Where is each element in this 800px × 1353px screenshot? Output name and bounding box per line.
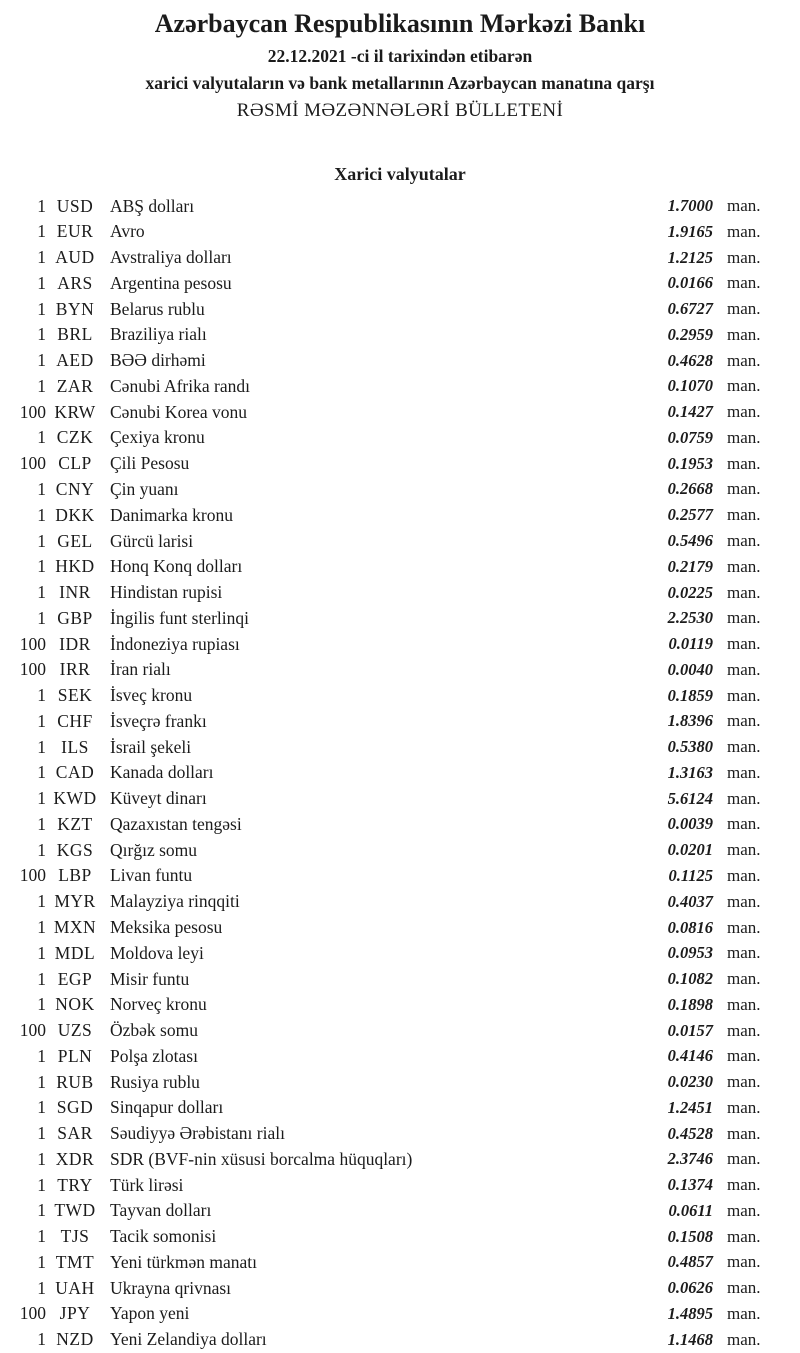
currency-unit-label: man. <box>727 711 761 731</box>
currency-code: ARS <box>57 272 93 293</box>
currency-unit-label: man. <box>727 737 761 757</box>
currency-code: MYR <box>54 891 96 912</box>
currency-code: SEK <box>57 685 93 706</box>
currency-name: Misir funtu <box>110 968 190 989</box>
nominal-value: 1 <box>37 1251 46 1272</box>
nominal-value: 1 <box>37 1045 46 1066</box>
nominal-value: 1 <box>37 891 46 912</box>
currency-code: EGP <box>57 968 93 989</box>
nominal-value: 1 <box>37 221 46 242</box>
exchange-rate: 1.3163 <box>667 762 713 782</box>
exchange-rate: 0.4037 <box>667 891 713 911</box>
nominal-value: 1 <box>37 582 46 603</box>
table-row <box>0 270 777 296</box>
currency-name: Çexiya kronu <box>110 427 205 448</box>
exchange-rate: 0.4528 <box>667 1123 713 1143</box>
nominal-value: 1 <box>37 530 46 551</box>
exchange-rate: 0.6727 <box>667 299 713 319</box>
exchange-rate: 0.0157 <box>667 1020 713 1040</box>
table-row <box>0 374 777 400</box>
exchange-rate: 0.4628 <box>667 350 713 370</box>
exchange-rate: 0.1125 <box>668 865 713 885</box>
nominal-value: 1 <box>37 917 46 937</box>
table-row <box>0 1043 777 1069</box>
currency-name: Argentina pesosu <box>110 272 232 293</box>
currency-unit-label: man. <box>727 840 761 860</box>
nominal-value: 1 <box>37 1097 46 1118</box>
exchange-rate: 0.2668 <box>667 479 713 499</box>
currency-name: Gürcü larisi <box>110 530 194 551</box>
exchange-rate: 2.2530 <box>667 608 713 628</box>
currency-unit-label: man. <box>727 1200 761 1220</box>
currency-unit-label: man. <box>727 1123 761 1143</box>
currency-unit-label: man. <box>727 891 761 911</box>
currency-name: Kanada dolları <box>110 762 214 783</box>
bank-title: Azərbaycan Respublikasının Mərkəzi Bankı <box>154 9 646 38</box>
currency-unit-label: man. <box>727 634 761 654</box>
exchange-rate: 1.1468 <box>667 1329 713 1349</box>
currency-unit-label: man. <box>727 762 761 782</box>
table-row <box>0 1172 777 1198</box>
exchange-rate: 0.0040 <box>667 659 713 679</box>
currency-unit-label: man. <box>727 814 761 834</box>
nominal-value: 1 <box>37 813 46 834</box>
currency-code: RUB <box>56 1071 94 1092</box>
nominal-value: 1 <box>37 298 46 319</box>
nominal-value: 1 <box>37 839 46 860</box>
nominal-value: 1 <box>37 556 46 577</box>
exchange-rate: 0.1953 <box>667 453 713 473</box>
exchange-rate: 0.5380 <box>667 737 713 757</box>
table-row <box>0 734 777 760</box>
currency-code: LBP <box>58 865 92 886</box>
currency-code: TWD <box>54 1200 96 1221</box>
currency-code: UAH <box>55 1277 95 1298</box>
currency-code: XDR <box>55 1148 95 1169</box>
currency-unit-label: man. <box>727 453 761 473</box>
exchange-rate: 0.2179 <box>667 556 713 576</box>
currency-name: Küveyt dinarı <box>110 788 207 809</box>
table-row <box>0 1250 777 1276</box>
currency-code: CAD <box>55 762 95 783</box>
nominal-value: 1 <box>37 994 46 1015</box>
table-row <box>0 709 777 735</box>
table-row <box>0 425 777 451</box>
table-row <box>0 1198 777 1224</box>
table-row <box>0 966 777 992</box>
currency-code: MDL <box>54 942 96 963</box>
table-row <box>0 580 777 606</box>
currency-unit-label: man. <box>727 299 761 319</box>
currency-name: Cənubi Afrika randı <box>110 375 250 396</box>
exchange-rate: 2.3746 <box>667 1149 713 1169</box>
exchange-rate: 0.0230 <box>667 1072 713 1092</box>
currency-code: ILS <box>61 736 89 757</box>
nominal-value: 100 <box>19 633 46 654</box>
currency-unit-label: man. <box>727 582 761 602</box>
exchange-rate: 0.2577 <box>667 505 713 525</box>
currency-code: BRL <box>57 324 93 345</box>
currency-code: INR <box>59 582 91 603</box>
nominal-value: 1 <box>37 1148 46 1169</box>
currency-unit-label: man. <box>727 324 761 344</box>
currency-code: CHF <box>57 710 93 731</box>
table-row <box>0 477 777 503</box>
exchange-rate: 0.1082 <box>667 969 713 989</box>
currency-unit-label: man. <box>727 247 761 267</box>
table-row <box>0 219 777 245</box>
currency-name: İsrail şekeli <box>110 736 192 757</box>
currency-unit-label: man. <box>727 1072 761 1092</box>
currency-unit-label: man. <box>727 402 761 422</box>
currency-name: Yapon yeni <box>110 1303 190 1324</box>
currency-name: Çili Pesosu <box>110 453 190 474</box>
table-row <box>0 1275 777 1301</box>
nominal-value: 1 <box>37 736 46 757</box>
currency-name: İran rialı <box>110 659 171 680</box>
currency-unit-label: man. <box>727 943 761 963</box>
currency-code: KZT <box>57 813 93 834</box>
nominal-value: 1 <box>37 1123 46 1144</box>
exchange-rate: 1.2451 <box>667 1097 713 1117</box>
exchange-rate: 0.4146 <box>667 1046 713 1066</box>
currency-unit-label: man. <box>727 1252 761 1272</box>
currency-unit-label: man. <box>727 969 761 989</box>
table-row <box>0 245 777 271</box>
currency-code: UZS <box>57 1020 93 1041</box>
exchange-rate: 0.1374 <box>667 1175 713 1195</box>
table-row <box>0 554 777 580</box>
exchange-rate: 0.1859 <box>667 685 713 705</box>
currency-name: BƏƏ dirhəmi <box>110 350 206 371</box>
currency-table <box>0 193 800 1352</box>
exchange-rate: 0.0201 <box>667 840 713 860</box>
currency-code: IDR <box>59 633 91 654</box>
nominal-value: 1 <box>37 942 46 963</box>
table-row <box>0 451 777 477</box>
currency-code: NZD <box>56 1329 94 1350</box>
currency-unit-label: man. <box>727 196 761 216</box>
currency-code: KGS <box>56 839 94 860</box>
exchange-rate: 0.5496 <box>667 531 713 551</box>
table-row <box>0 1121 777 1147</box>
currency-name: Cənubi Korea vonu <box>110 401 248 422</box>
exchange-rate: 1.9165 <box>667 221 713 241</box>
table-row <box>0 683 777 709</box>
nominal-value: 1 <box>37 1277 46 1298</box>
nominal-value: 1 <box>37 375 46 396</box>
currency-unit-label: man. <box>727 273 761 293</box>
currency-unit-label: man. <box>727 1149 761 1169</box>
nominal-value: 1 <box>37 324 46 345</box>
table-row <box>0 1018 777 1044</box>
currency-name: SDR (BVF-nin xüsusi borcalma hüquqları) <box>110 1148 413 1169</box>
exchange-rate: 0.0626 <box>667 1278 713 1298</box>
currency-unit-label: man. <box>727 350 761 370</box>
currency-unit-label: man. <box>727 427 761 447</box>
nominal-value: 1 <box>37 427 46 448</box>
currency-code: KWD <box>53 788 97 809</box>
table-row <box>0 992 777 1018</box>
exchange-rate: 0.1427 <box>667 402 713 422</box>
currency-name: Ukrayna qrivnası <box>110 1277 232 1298</box>
nominal-value: 1 <box>37 968 46 989</box>
table-row <box>0 1327 777 1353</box>
currency-unit-label: man. <box>727 505 761 525</box>
exchange-rate: 0.0119 <box>668 634 713 654</box>
bulletin-title: RƏSMİ MƏZƏNNƏLƏRİ BÜLLETENİ <box>236 99 564 121</box>
currency-code: GBP <box>57 607 93 628</box>
currency-code: TJS <box>60 1226 90 1247</box>
currency-unit-label: man. <box>727 1226 761 1246</box>
exchange-rate: 1.4895 <box>667 1303 713 1323</box>
currency-code: MXN <box>53 917 97 937</box>
currency-name: Norveç kronu <box>110 994 207 1015</box>
table-row <box>0 605 777 631</box>
currency-code: AUD <box>55 247 95 268</box>
currency-name: Yeni türkmən manatı <box>110 1251 257 1272</box>
currency-name: Çin yuanı <box>110 478 179 499</box>
currency-name: Avro <box>110 221 145 242</box>
currency-unit-label: man. <box>727 1175 761 1195</box>
nominal-value: 1 <box>37 762 46 783</box>
currency-name: Özbək somu <box>110 1020 198 1041</box>
currency-name: Livan funtu <box>110 865 193 886</box>
table-row <box>0 322 777 348</box>
currency-unit-label: man. <box>727 1329 761 1349</box>
exchange-rate: 0.1898 <box>667 994 713 1014</box>
currency-unit-label: man. <box>727 659 761 679</box>
table-row <box>0 657 777 683</box>
currency-name: Malayziya rinqqiti <box>110 891 240 912</box>
nominal-value: 1 <box>37 195 46 216</box>
nominal-value: 1 <box>37 1226 46 1247</box>
currency-unit-label: man. <box>727 865 761 885</box>
table-row <box>0 1069 777 1095</box>
exchange-rate: 1.2125 <box>667 247 713 267</box>
currency-unit-label: man. <box>727 1046 761 1066</box>
table-row <box>0 348 777 374</box>
exchange-rate: 0.0953 <box>667 943 713 963</box>
table-row <box>0 889 777 915</box>
table-row <box>0 1095 777 1121</box>
exchange-rate: 1.8396 <box>667 711 713 731</box>
nominal-value: 100 <box>19 1020 46 1041</box>
nominal-value: 1 <box>37 350 46 371</box>
currency-name: Moldova leyi <box>110 942 204 963</box>
nominal-value: 100 <box>19 453 46 474</box>
exchange-rate: 0.1508 <box>667 1226 713 1246</box>
exchange-rate: 0.0816 <box>667 917 713 937</box>
nominal-value: 1 <box>37 504 46 525</box>
currency-code: CNY <box>55 478 95 499</box>
currency-name: Qırğız somu <box>110 839 198 860</box>
table-row <box>0 837 777 863</box>
currency-code: SGD <box>56 1097 94 1118</box>
exchange-rate: 0.4857 <box>667 1252 713 1272</box>
currency-name: İndoneziya rupiası <box>110 633 240 654</box>
currency-name: İsveçrə frankı <box>110 710 207 731</box>
currency-unit-label: man. <box>727 1097 761 1117</box>
currency-name: Yeni Zelandiya dolları <box>110 1329 267 1350</box>
currency-unit-label: man. <box>727 1303 761 1323</box>
section-title-foreign-currencies: Xarici valyutalar <box>334 163 466 184</box>
nominal-value: 1 <box>37 685 46 706</box>
currency-name: Braziliya rialı <box>110 324 207 345</box>
currency-unit-label: man. <box>727 556 761 576</box>
currency-code: TMT <box>55 1251 95 1272</box>
currency-name: Tacik somonisi <box>110 1226 217 1247</box>
currency-code: NOK <box>55 994 95 1015</box>
currency-code: IRR <box>59 659 91 680</box>
nominal-value: 1 <box>37 788 46 809</box>
currency-unit-label: man. <box>727 608 761 628</box>
table-row <box>0 631 777 657</box>
currency-code: PLN <box>57 1045 93 1066</box>
currency-name: Tayvan dolları <box>110 1200 212 1221</box>
currency-name: Honq Konq dolları <box>110 556 243 577</box>
table-row <box>0 863 777 889</box>
exchange-rate: 0.0759 <box>667 427 713 447</box>
currency-unit-label: man. <box>727 479 761 499</box>
nominal-value: 100 <box>19 401 46 422</box>
currency-code: USD <box>56 195 94 216</box>
currency-unit-label: man. <box>727 685 761 705</box>
nominal-value: 100 <box>19 865 46 886</box>
nominal-value: 1 <box>37 607 46 628</box>
table-row <box>0 193 777 219</box>
currency-unit-label: man. <box>727 994 761 1014</box>
table-row <box>0 502 777 528</box>
currency-code: SAR <box>57 1123 93 1144</box>
nominal-value: 100 <box>19 1303 46 1324</box>
currency-name: Avstraliya dolları <box>110 247 232 268</box>
currency-code: ZAR <box>56 375 94 396</box>
currency-name: ABŞ dolları <box>110 195 195 216</box>
effective-date-line: 22.12.2021 -ci il tarixindən etibarən <box>267 46 533 67</box>
currency-name: Danimarka kronu <box>110 504 233 525</box>
exchange-rate: 0.0225 <box>667 582 713 602</box>
nominal-value: 1 <box>37 1200 46 1221</box>
currency-unit-label: man. <box>727 221 761 241</box>
currency-name: Meksika pesosu <box>110 917 223 937</box>
exchange-rate: 0.0611 <box>668 1200 713 1220</box>
nominal-value: 1 <box>37 247 46 268</box>
currency-name: Rusiya rublu <box>110 1071 200 1092</box>
subject-line: xarici valyutaların və bank metallarının Azərbaycan manatına qarşı <box>145 73 655 94</box>
table-row <box>0 915 777 941</box>
nominal-value: 1 <box>37 710 46 731</box>
table-row <box>0 296 777 322</box>
table-row <box>0 760 777 786</box>
nominal-value: 100 <box>19 659 46 680</box>
currency-code: DKK <box>55 504 95 525</box>
currency-code: TRY <box>57 1174 93 1195</box>
currency-name: İsveç kronu <box>110 685 193 706</box>
currency-name: Türk lirəsi <box>110 1174 184 1195</box>
currency-name: Polşa zlotası <box>110 1045 198 1066</box>
currency-unit-label: man. <box>727 376 761 396</box>
table-row <box>0 1301 777 1327</box>
currency-code: CZK <box>56 427 94 448</box>
currency-code: AED <box>56 350 94 371</box>
table-row <box>0 786 777 812</box>
table-row <box>0 399 777 425</box>
currency-name: Hindistan rupisi <box>110 582 223 603</box>
currency-code: KRW <box>54 401 96 422</box>
nominal-value: 1 <box>37 1071 46 1092</box>
currency-unit-label: man. <box>727 1278 761 1298</box>
currency-unit-label: man. <box>727 917 761 937</box>
currency-name: Qazaxıstan tengəsi <box>110 813 242 834</box>
currency-code: BYN <box>55 298 95 319</box>
currency-name: Sinqapur dolları <box>110 1097 224 1118</box>
exchange-rate: 0.0039 <box>667 814 713 834</box>
currency-code: CLP <box>58 453 92 474</box>
currency-code: HKD <box>55 556 95 577</box>
exchange-rate: 1.7000 <box>667 196 713 216</box>
currency-unit-label: man. <box>727 1020 761 1040</box>
table-row <box>0 812 777 838</box>
currency-unit-label: man. <box>727 531 761 551</box>
table-row <box>0 940 777 966</box>
nominal-value: 1 <box>37 272 46 293</box>
currency-unit-label: man. <box>727 788 761 808</box>
table-row <box>0 528 777 554</box>
currency-name: İngilis funt sterlinqi <box>110 607 250 628</box>
nominal-value: 1 <box>37 478 46 499</box>
currency-name: Belarus rublu <box>110 298 205 319</box>
currency-code: JPY <box>59 1303 91 1324</box>
nominal-value: 1 <box>37 1329 46 1350</box>
currency-code: GEL <box>57 530 93 551</box>
currency-code: EUR <box>56 221 94 242</box>
nominal-value: 1 <box>37 1174 46 1195</box>
exchange-rate: 5.6124 <box>667 788 713 808</box>
exchange-rate: 0.1070 <box>667 376 713 396</box>
exchange-rate: 0.0166 <box>667 273 713 293</box>
table-row <box>0 1147 777 1173</box>
exchange-rate: 0.2959 <box>667 324 713 344</box>
currency-name: Səudiyyə Ərəbistanı rialı <box>110 1123 285 1144</box>
table-row <box>0 1224 777 1250</box>
